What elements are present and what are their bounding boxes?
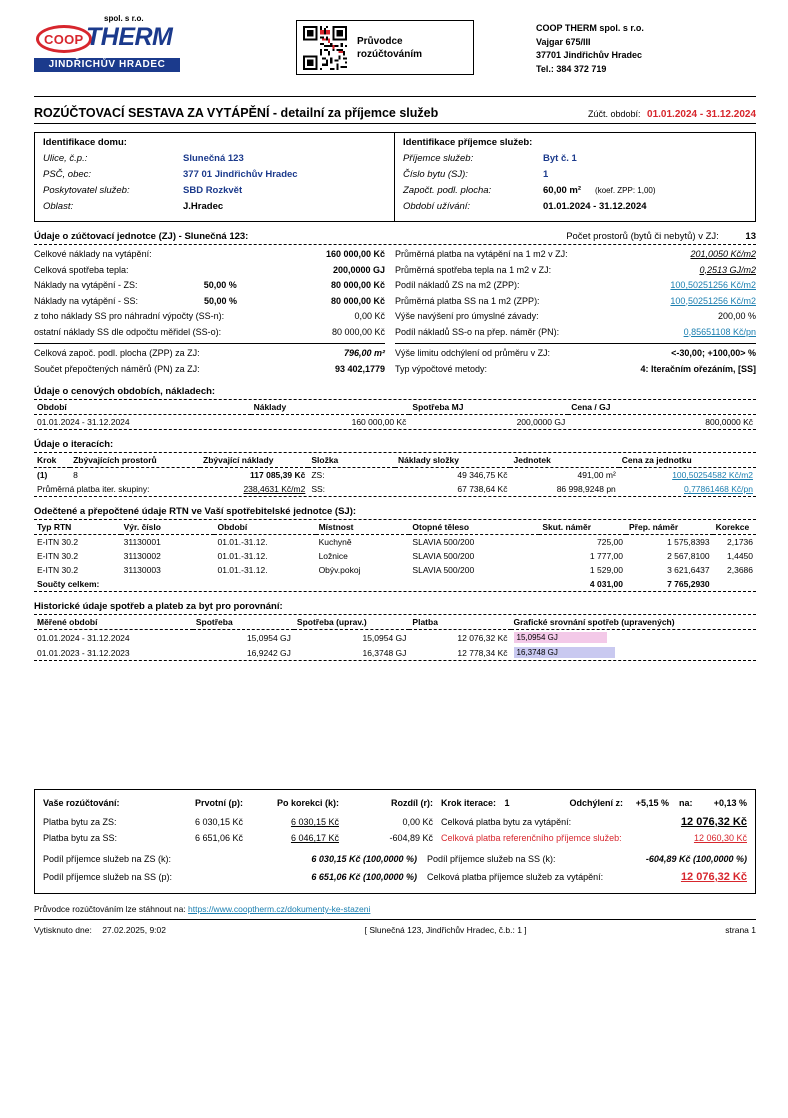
cell-graph	[511, 645, 757, 660]
iterations-table	[34, 453, 756, 496]
cell-component: ZS:	[311, 470, 325, 480]
summary-share-ss-label: Podíl příjemce služeb na SS (k):	[427, 854, 556, 864]
cell-actual: 1 529,00	[589, 565, 623, 575]
col-remaining-spaces: Zbývajících prostorů	[70, 453, 200, 468]
report-title-row	[34, 106, 756, 120]
table-row	[34, 549, 756, 563]
house-zip-label: PSČ, obec:	[43, 169, 92, 180]
rtn-total-actual: 4 031,00	[589, 579, 623, 589]
table-row	[34, 415, 756, 430]
summary-share-zs-label: Podíl příjemce služeb na ZS (k):	[43, 854, 172, 864]
zj-row-limit	[395, 346, 756, 362]
title-divider	[34, 123, 756, 124]
cell-graph	[511, 630, 757, 646]
zj-row-pn	[34, 362, 385, 378]
summary-iteration-value: 1	[504, 798, 510, 808]
logo-sro-text: spol. s r.o.	[104, 14, 144, 23]
summary-zs-corrected: 6 030,15 Kč	[290, 817, 339, 827]
zj-row-method	[395, 362, 756, 378]
summary-iteration-label	[441, 795, 553, 811]
billing-period-value: 01.01.2024 - 31.12.2024	[647, 109, 756, 120]
zj-section	[34, 247, 756, 377]
cell-period: 01.01.2024 - 31.12.2024	[37, 632, 130, 643]
zj-row-zs	[34, 278, 385, 294]
summary-zs-initial: 6 030,15 Kč	[194, 817, 243, 827]
summary-reference-label: Celková platba referenčního příjemce služeb:	[441, 833, 622, 843]
guide-line2: rozúčtováním	[357, 48, 423, 60]
footer-printed	[34, 925, 166, 935]
billing-period-label: Zúčt. období:	[587, 109, 641, 119]
col-remaining-costs: Zbývající náklady	[200, 453, 308, 468]
col-correction: Korekce	[713, 520, 756, 535]
guide-line1: Průvodce	[357, 35, 403, 47]
cell-converted: 3 621,6437	[667, 565, 710, 575]
company-city: 37701 Jindřichův Hradec	[536, 50, 643, 60]
zj-zs-label: Náklady na vytápění - ZS:	[34, 280, 138, 290]
zj-ss-avg-value: 100,50251256 Kč/m2	[670, 295, 756, 306]
footer-page-number: strana 1	[725, 925, 756, 935]
zj-row-ss-avg	[395, 294, 756, 310]
table-header-row	[34, 615, 756, 630]
cell-converted: 2 567,8100	[667, 551, 710, 561]
cell-correction: 1,4450	[727, 551, 753, 561]
summary-ss-difference: -604,89 Kč	[389, 833, 433, 843]
footer-divider	[34, 919, 756, 920]
recipient-flat-value: 1	[543, 169, 549, 180]
col-unit-price: Cena za jednotku	[619, 453, 756, 468]
cell-room: Obýv.pokoj	[318, 565, 361, 575]
history-title: Historické údaje spotřeb a plateb za byt pro porovnání:	[34, 601, 283, 612]
summary-deviation-to-label: na:	[679, 798, 693, 808]
price-periods-title: Údaje o cenových obdobích, nákladech:	[34, 386, 216, 397]
zj-row-avg-payment	[395, 247, 756, 263]
zj-row-sso-share	[395, 325, 756, 341]
recipient-usage-label: Období užívání:	[403, 201, 471, 212]
col-consumption: Spotřeba MJ	[409, 400, 568, 415]
company-street: Vajgar 675/III	[536, 36, 591, 47]
summary-final-total-value: 12 076,32 Kč	[680, 871, 747, 883]
col-period: Období	[214, 520, 315, 535]
zj-row-increase	[395, 309, 756, 325]
col-radiator: Otopné těleso	[409, 520, 539, 535]
cell-component-costs: 67 738,64 Kč	[457, 484, 508, 494]
zj-sso-value: 80 000,00 Kč	[331, 326, 385, 337]
recipient-name-label: Příjemce služeb:	[403, 153, 474, 164]
cell-step: (1)	[37, 470, 48, 480]
zj-row-total-cost	[34, 247, 385, 263]
cell-radiator: SLAVIA 500/200	[412, 537, 475, 547]
house-provider-value: SBD Rozkvět	[183, 185, 243, 196]
summary-col-corrected: Po korekci (k):	[276, 798, 339, 808]
footer-printed-label: Vytisknuto dne:	[34, 925, 92, 935]
summary-ss-label: Platba bytu za SS:	[43, 833, 118, 843]
house-provider-label: Poskytovatel služeb:	[43, 185, 130, 196]
col-actual: Skut. náměr	[539, 520, 626, 535]
zj-zs-share-value: 100,50251256 Kč/m2	[670, 280, 756, 290]
col-rtn-type: Typ RTN	[34, 520, 121, 535]
summary-total-payment-label: Celková platba bytu za vytápění:	[441, 817, 572, 827]
zj-pn-label: Součet přepočtených náměrů (PN) za ZJ:	[34, 363, 200, 374]
rtn-table	[34, 520, 756, 591]
col-price: Cena / GJ	[568, 400, 756, 415]
zj-left-column	[34, 247, 395, 377]
summary-iteration-text: Krok iterace:	[441, 798, 497, 808]
recipient-area-value: 60,00 m²	[543, 185, 582, 196]
cell-serial: 31130002	[123, 551, 161, 561]
recipient-area-note: (koef. ZPP: 1,00)	[595, 186, 656, 195]
col-graph: Grafické srovnání spotřeb (upravených)	[511, 615, 757, 630]
cell-period: 01.01.-31.12.	[217, 565, 268, 575]
zj-ss-value: 80 000,00 Kč	[330, 295, 385, 306]
col-costs: Náklady	[251, 400, 410, 415]
zj-method-value: 4: Iteračním ořezáním, [SS]	[640, 363, 756, 374]
cell-room: Ložnice	[318, 551, 348, 561]
table-row	[34, 563, 756, 577]
cell-actual: 1 777,00	[589, 551, 623, 561]
zj-avg-payment-label: Průměrná platba na vytápění na 1 m2 v ZJ:	[395, 249, 568, 259]
zj-divider	[34, 244, 756, 245]
cell-correction: 2,3686	[727, 565, 753, 575]
recipient-row-area	[403, 183, 747, 199]
cell-period: 01.01.2023 - 31.12.2023	[37, 647, 130, 658]
footer-center-text: [ Slunečná 123, Jindřichův Hradec, č.b.: 1 ]	[364, 925, 527, 935]
cell-component: SS:	[311, 484, 326, 494]
zj-section-header	[34, 231, 756, 242]
col-units: Jednotek	[510, 453, 618, 468]
recipient-name-value: Byt č. 1	[543, 153, 577, 164]
zj-total-cost-value: 160 000,00 Kč	[325, 249, 385, 259]
summary-ss-corrected: 6 046,17 Kč	[290, 833, 339, 843]
summary-share-row-2	[43, 868, 747, 886]
cell-consumption-adjusted: 16,3748 GJ	[362, 647, 407, 658]
summary-title: Vaše rozúčtování:	[43, 798, 120, 808]
table-header-row	[34, 453, 756, 468]
zj-row-ssn	[34, 309, 385, 325]
cell-rtn-type: E-ITN 30.2	[37, 551, 79, 561]
zj-row-avg-heat	[395, 263, 756, 279]
col-consumption: Spotřeba	[193, 615, 294, 630]
guide-label	[357, 35, 422, 61]
cell-component-costs: 49 346,75 Kč	[457, 470, 508, 480]
recipient-identification	[395, 133, 755, 221]
zj-ss-percent: 50,00 %	[203, 295, 238, 306]
recipient-row-name	[403, 151, 747, 167]
summary-deviation-from: +5,15 %	[635, 798, 669, 808]
zj-zpp-value: 796,00 m²	[343, 348, 385, 358]
summary-row-zs	[43, 814, 747, 830]
zj-count	[566, 231, 756, 242]
cell-period: 01.01.-31.12.	[217, 551, 268, 561]
guide-box[interactable]	[296, 20, 474, 75]
summary-total-payment-value: 12 076,32 Kč	[680, 816, 747, 828]
cell-correction: 2,1736	[727, 537, 753, 547]
zj-count-value: 13	[745, 231, 756, 242]
house-zip-value: 377 01 Jindřichův Hradec	[183, 169, 298, 180]
cell-remaining-costs: 117 085,39 Kč	[250, 470, 306, 480]
table-row	[34, 630, 756, 646]
table-row	[34, 482, 756, 496]
cell-payment: 12 778,34 Kč	[457, 647, 508, 658]
col-period: Období	[34, 400, 251, 415]
cell-period: 01.01.-31.12.	[217, 537, 268, 547]
cell-payment: 12 076,32 Kč	[457, 632, 508, 643]
page-title	[34, 106, 438, 120]
logo-coop-text: COOP	[44, 32, 84, 47]
summary-deviation-to: +0,13 %	[713, 798, 747, 808]
cell-unit-price: 100,50254582 Kč/m2	[672, 470, 753, 480]
cell-serial: 31130003	[123, 565, 161, 575]
company-name: COOP THERM spol. s r.o.	[536, 23, 644, 33]
recipient-row-flat	[403, 167, 747, 183]
cell-price: 800,0000 Kč	[705, 417, 753, 427]
house-street-value: Slunečná 123	[183, 153, 244, 164]
zj-increase-value: 200,00 %	[717, 311, 756, 321]
summary-share-row-1	[43, 850, 747, 868]
cell-rtn-type: E-ITN 30.2	[37, 565, 79, 575]
table-header-row	[34, 520, 756, 535]
rtn-title: Odečtené a přepočtené údaje RTN ve Vaší spotřebitelské jednotce (SJ):	[34, 506, 357, 517]
house-region-value: J.Hradec	[183, 201, 224, 212]
summary-share-ss-value: -604,89 Kč (100,0000 %)	[645, 854, 747, 864]
footer-printed-value: 27.02.2025, 9:02	[102, 925, 166, 935]
house-row-street	[43, 151, 386, 167]
rtn-total-converted: 7 765,2930	[667, 579, 710, 589]
footer-guide-link[interactable]: https://www.cooptherm.cz/dokumenty-ke-stazeni	[188, 904, 371, 914]
summary-zs-difference: 0,00 Kč	[402, 817, 433, 827]
iterations-title: Údaje o iteracích:	[34, 439, 114, 450]
cell-consumption: 200,0000 GJ	[516, 417, 566, 427]
identification-section	[34, 132, 756, 222]
recipient-row-usage	[403, 199, 747, 215]
document-header	[34, 14, 756, 92]
summary-share-ssp-label: Podíl příjemce služeb na SS (p):	[43, 872, 173, 882]
cell-radiator: SLAVIA 500/200	[412, 551, 475, 561]
col-serial: Výr. číslo	[121, 520, 215, 535]
zj-title: Údaje o zúčtovací jednotce (ZJ) - Slunečná 123:	[34, 231, 249, 242]
col-payment: Platba	[409, 615, 510, 630]
footer-guide-text: Průvodce rozúčtováním lze stáhnout na:	[34, 904, 186, 914]
summary-ss-initial: 6 651,06 Kč	[194, 833, 243, 843]
zj-zs-percent: 50,00 %	[203, 280, 237, 290]
house-identification-title: Identifikace domu:	[43, 137, 127, 148]
zj-row-ss	[34, 294, 385, 310]
col-room: Místnost	[316, 520, 410, 535]
zj-ss-label: Náklady na vytápění - SS:	[34, 295, 139, 306]
zj-method-label: Typ výpočtové metody:	[395, 363, 488, 374]
table-row	[34, 535, 756, 550]
zj-increase-label: Výše navýšení pro úmyslné závady:	[395, 311, 539, 321]
house-region-label: Oblast:	[43, 201, 74, 212]
zj-zs-share-label: Podíl nákladů ZS na m2 (ZPP):	[395, 280, 520, 290]
zj-ssn-value: 0,00 Kč	[354, 311, 385, 321]
zj-limit-value: <-30,00; +100,00> %	[671, 348, 756, 358]
cell-consumption: 16,9242 GJ	[246, 647, 291, 658]
zj-pn-value: 93 402,1779	[334, 363, 385, 374]
summary-zs-label: Platba bytu za ZS:	[43, 817, 117, 827]
price-periods-table	[34, 400, 756, 429]
cell-converted: 1 575,8393	[667, 537, 710, 547]
cell-rtn-type: E-ITN 30.2	[37, 537, 79, 547]
summary-box	[34, 789, 756, 894]
zj-avg-heat-label: Průměrná spotřeba tepla na 1 m2 v ZJ:	[395, 264, 552, 275]
page-title-main: ROZÚČTOVACÍ SESTAVA ZA VYTÁPĚNÍ	[34, 106, 270, 120]
summary-header-row	[43, 795, 747, 811]
house-row-region	[43, 199, 386, 215]
zj-sso-share-label: Podíl nákladů SS-o na přep. náměr (PN):	[395, 326, 560, 337]
recipient-area-label: Započt. podl. plocha:	[403, 185, 492, 196]
zj-row-sso	[34, 325, 385, 341]
cell-period: 01.01.2024 - 31.12.2024	[37, 417, 130, 427]
rtn-total-label: Součty celkem:	[37, 579, 100, 589]
recipient-flat-label: Číslo bytu (SJ):	[403, 169, 468, 180]
col-component-costs: Náklady složky	[395, 453, 511, 468]
summary-share-ssp-value: 6 651,06 Kč (100,0000 %)	[311, 872, 417, 882]
cell-units: 491,00 m²	[577, 470, 616, 480]
cell-room: Kuchyně	[318, 537, 352, 547]
house-row-zip	[43, 167, 386, 183]
history-bar: 16,3748 GJ	[514, 647, 615, 658]
cell-avg-label: Průměrná platba iter. skupiny:	[37, 484, 150, 494]
cell-avg-value: 238,4631 Kč/m2	[243, 484, 306, 494]
summary-row-ss	[43, 830, 747, 846]
cell-radiator: SLAVIA 500/200	[412, 565, 475, 575]
cell-serial: 31130001	[123, 537, 161, 547]
house-street-label: Ulice, č.p.:	[43, 153, 88, 164]
zj-zs-value: 80 000,00 Kč	[330, 280, 385, 290]
table-row	[34, 645, 756, 660]
zj-ssn-label: z toho náklady SS pro náhradní výpočty (SS-n):	[34, 311, 225, 321]
col-consumption-adjusted: Spotřeba (uprav.)	[294, 615, 410, 630]
zj-row-total-heat	[34, 263, 385, 279]
rtn-total-row	[34, 577, 756, 591]
zj-ss-avg-label: Průměrná platba SS na 1 m2 (ZPP):	[395, 295, 540, 306]
logo-therm-text: THERM	[86, 23, 173, 51]
summary-reference-value: 12 060,30 Kč	[693, 833, 747, 843]
zj-total-heat-value: 200,0000 GJ	[332, 264, 385, 275]
logo-city-text: JINDŘICHŮV HRADEC	[34, 58, 180, 72]
table-row	[34, 468, 756, 483]
company-phone: Tel.: 384 372 719	[536, 63, 607, 74]
company-logo	[34, 14, 234, 72]
page-title-sub: - detailní za příjemce služeb	[272, 106, 439, 120]
history-table	[34, 615, 756, 660]
zj-row-zs-share	[395, 278, 756, 294]
col-component: Složka	[308, 453, 395, 468]
zj-sso-share-value: 0,85651108 Kč/pn	[683, 326, 756, 337]
zj-avg-heat-value: 0,2513 GJ/m2	[699, 264, 756, 275]
zj-row-zpp	[34, 346, 385, 362]
summary-final-total-label: Celková platba příjemce služeb za vytápění:	[427, 872, 604, 882]
cell-consumption: 15,0954 GJ	[246, 632, 291, 643]
cell-unit-price: 0,77861468 Kč/pn	[683, 484, 753, 494]
cell-costs: 160 000,00 Kč	[351, 417, 407, 427]
zj-total-heat-label: Celková spotřeba tepla:	[34, 264, 129, 275]
zj-right-column	[395, 247, 756, 377]
cell-units: 86 998,9248 pn	[556, 484, 616, 494]
recipient-usage-value: 01.01.2024 - 31.12.2024	[543, 201, 647, 212]
zj-count-label: Počet prostorů (bytů či nebytů) v ZJ:	[566, 231, 719, 242]
summary-col-difference: Rozdíl (r):	[391, 798, 433, 808]
footer-row	[34, 925, 756, 935]
zj-zpp-label: Celková započ. podl. plocha (ZPP) za ZJ:	[34, 348, 200, 358]
cell-consumption-adjusted: 15,0954 GJ	[362, 632, 407, 643]
cell-actual: 725,00	[597, 537, 623, 547]
zj-limit-label: Výše limitu odchýlení od průměru v ZJ:	[395, 348, 551, 358]
house-identification	[35, 133, 395, 221]
summary-deviation-label: Odchýlení z:	[569, 798, 623, 808]
recipient-identification-title: Identifikace příjemce služeb:	[403, 137, 533, 148]
col-converted: Přep. náměr	[626, 520, 713, 535]
header-divider	[34, 96, 756, 97]
col-measured-period: Měřené období	[34, 615, 193, 630]
footer-guide-link-row	[34, 904, 756, 914]
cell-remaining-spaces: 8	[73, 470, 78, 480]
billing-period	[588, 109, 756, 120]
qr-code-icon	[303, 26, 347, 70]
col-step: Krok	[34, 453, 70, 468]
summary-share-zs-value: 6 030,15 Kč (100,0000 %)	[311, 854, 417, 864]
zj-avg-payment-value: 201,0050 Kč/m2	[690, 249, 756, 259]
zj-sso-label: ostatní náklady SS dle odpočtu měřidel (SS-o):	[34, 326, 222, 337]
table-header-row	[34, 400, 756, 415]
history-bar: 15,0954 GJ	[514, 632, 607, 643]
house-row-provider	[43, 183, 386, 199]
zj-total-cost-label: Celkové náklady na vytápění:	[34, 249, 152, 259]
company-address	[536, 22, 756, 76]
summary-col-initial: Prvotní (p):	[195, 798, 243, 808]
